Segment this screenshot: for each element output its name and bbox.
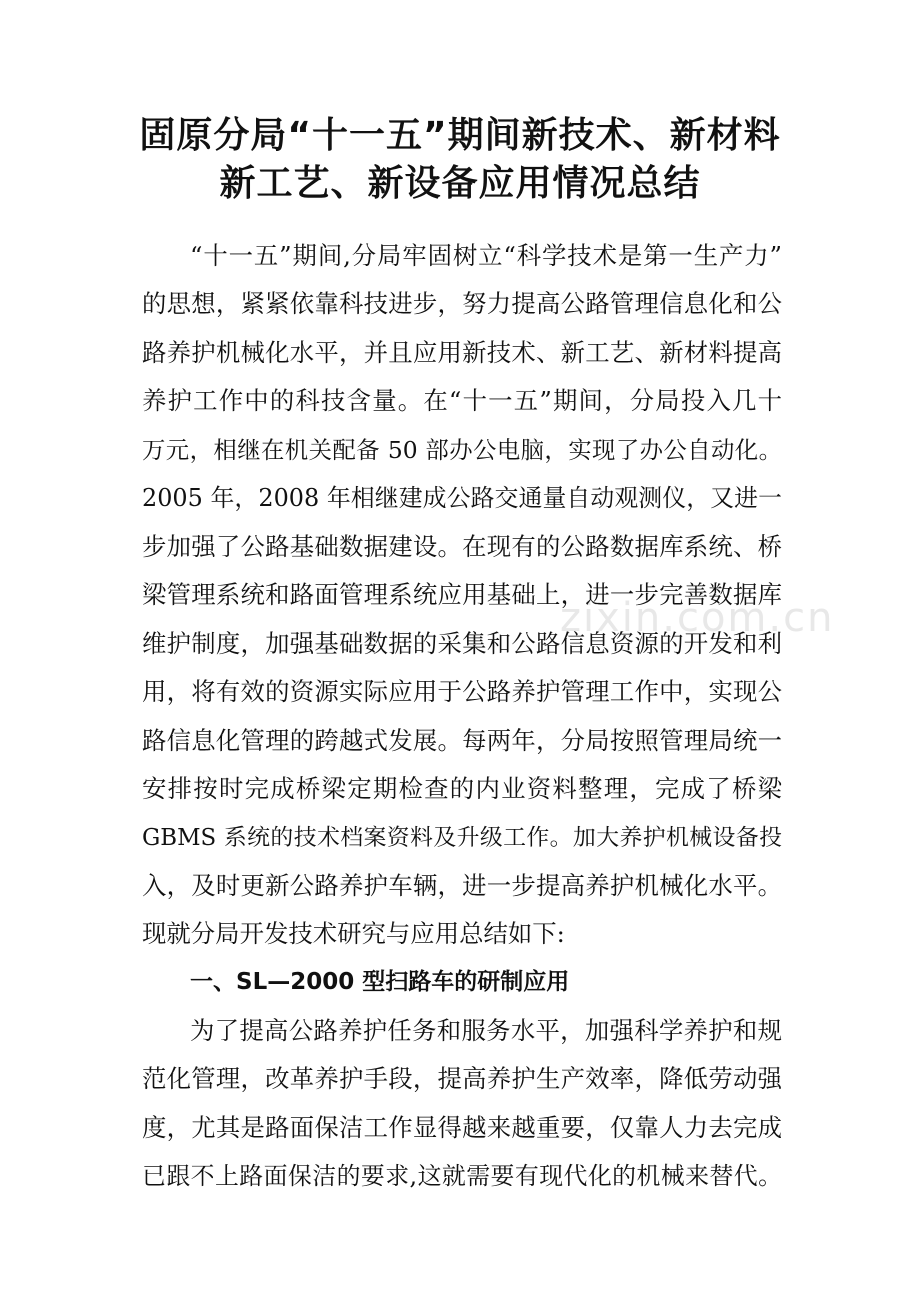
paragraph-1-line: GBMS 系统的技术档案资料及升级工作。加大养护机械设备投 bbox=[142, 825, 782, 851]
paragraph-1-line: 的思想，紧紧依靠科技进步，努力提高公路管理信息化和公 bbox=[142, 289, 782, 318]
paragraph-1-line: 2005 年，2008 年相继建成公路交通量自动观测仪，又进一 bbox=[142, 484, 782, 512]
paragraph-2-line: 已跟不上路面保洁的要求,这就需要有现代化的机械来替代。 bbox=[142, 1162, 782, 1190]
paragraph-1-line: 维护制度，加强基础数据的采集和公路信息资源的开发和利 bbox=[142, 629, 782, 658]
paragraph-1-line: 用，将有效的资源实际应用于公路养护管理工作中，实现公 bbox=[142, 677, 782, 706]
paragraph-1-line: 梁管理系统和路面管理系统应用基础上，进一步完善数据库 bbox=[142, 580, 782, 609]
paragraph-1-line: “十一五”期间,分局牢固树立“科学技术是第一生产力” bbox=[190, 241, 782, 270]
paragraph-1-line: 入，及时更新公路养护车辆，进一步提高养护机械化水平。 bbox=[142, 871, 782, 900]
paragraph-1-line: 现就分局开发技术研究与应用总结如下: bbox=[142, 919, 565, 948]
paragraph-2-line: 范化管理，改革养护手段，提高养护生产效率，降低劳动强 bbox=[142, 1064, 782, 1093]
section-1-heading: 一、SL—2000 型扫路车的研制应用 bbox=[190, 969, 570, 995]
paragraph-1-line: 路养护机械化水平，并且应用新技术、新工艺、新材料提高 bbox=[142, 338, 782, 367]
paragraph-2-line: 为了提高公路养护任务和服务水平，加强科学养护和规 bbox=[190, 1016, 782, 1045]
paragraph-1-line: 路信息化管理的跨越式发展。每两年，分局按照管理局统一 bbox=[142, 726, 782, 755]
watermark-text: zixin.com.cn bbox=[560, 595, 835, 641]
document-title-line-1: 固原分局“十一五”期间新技术、新材料 bbox=[139, 115, 781, 156]
paragraph-1-line: 万元，相继在机关配备 50 部办公电脑，实现了办公自动化。 bbox=[142, 436, 782, 464]
document-title-line-2: 新工艺、新设备应用情况总结 bbox=[219, 163, 701, 204]
paragraph-1-line: 养护工作中的科技含量。在“十一五”期间，分局投入几十 bbox=[142, 386, 782, 415]
paragraph-1-line: 步加强了公路基础数据建设。在现有的公路数据库系统、桥 bbox=[142, 532, 782, 561]
paragraph-1-line: 安排按时完成桥梁定期检查的内业资料整理，完成了桥梁 bbox=[142, 774, 782, 803]
paragraph-2-line: 度，尤其是路面保洁工作显得越来越重要，仅靠人力去完成 bbox=[142, 1113, 782, 1142]
